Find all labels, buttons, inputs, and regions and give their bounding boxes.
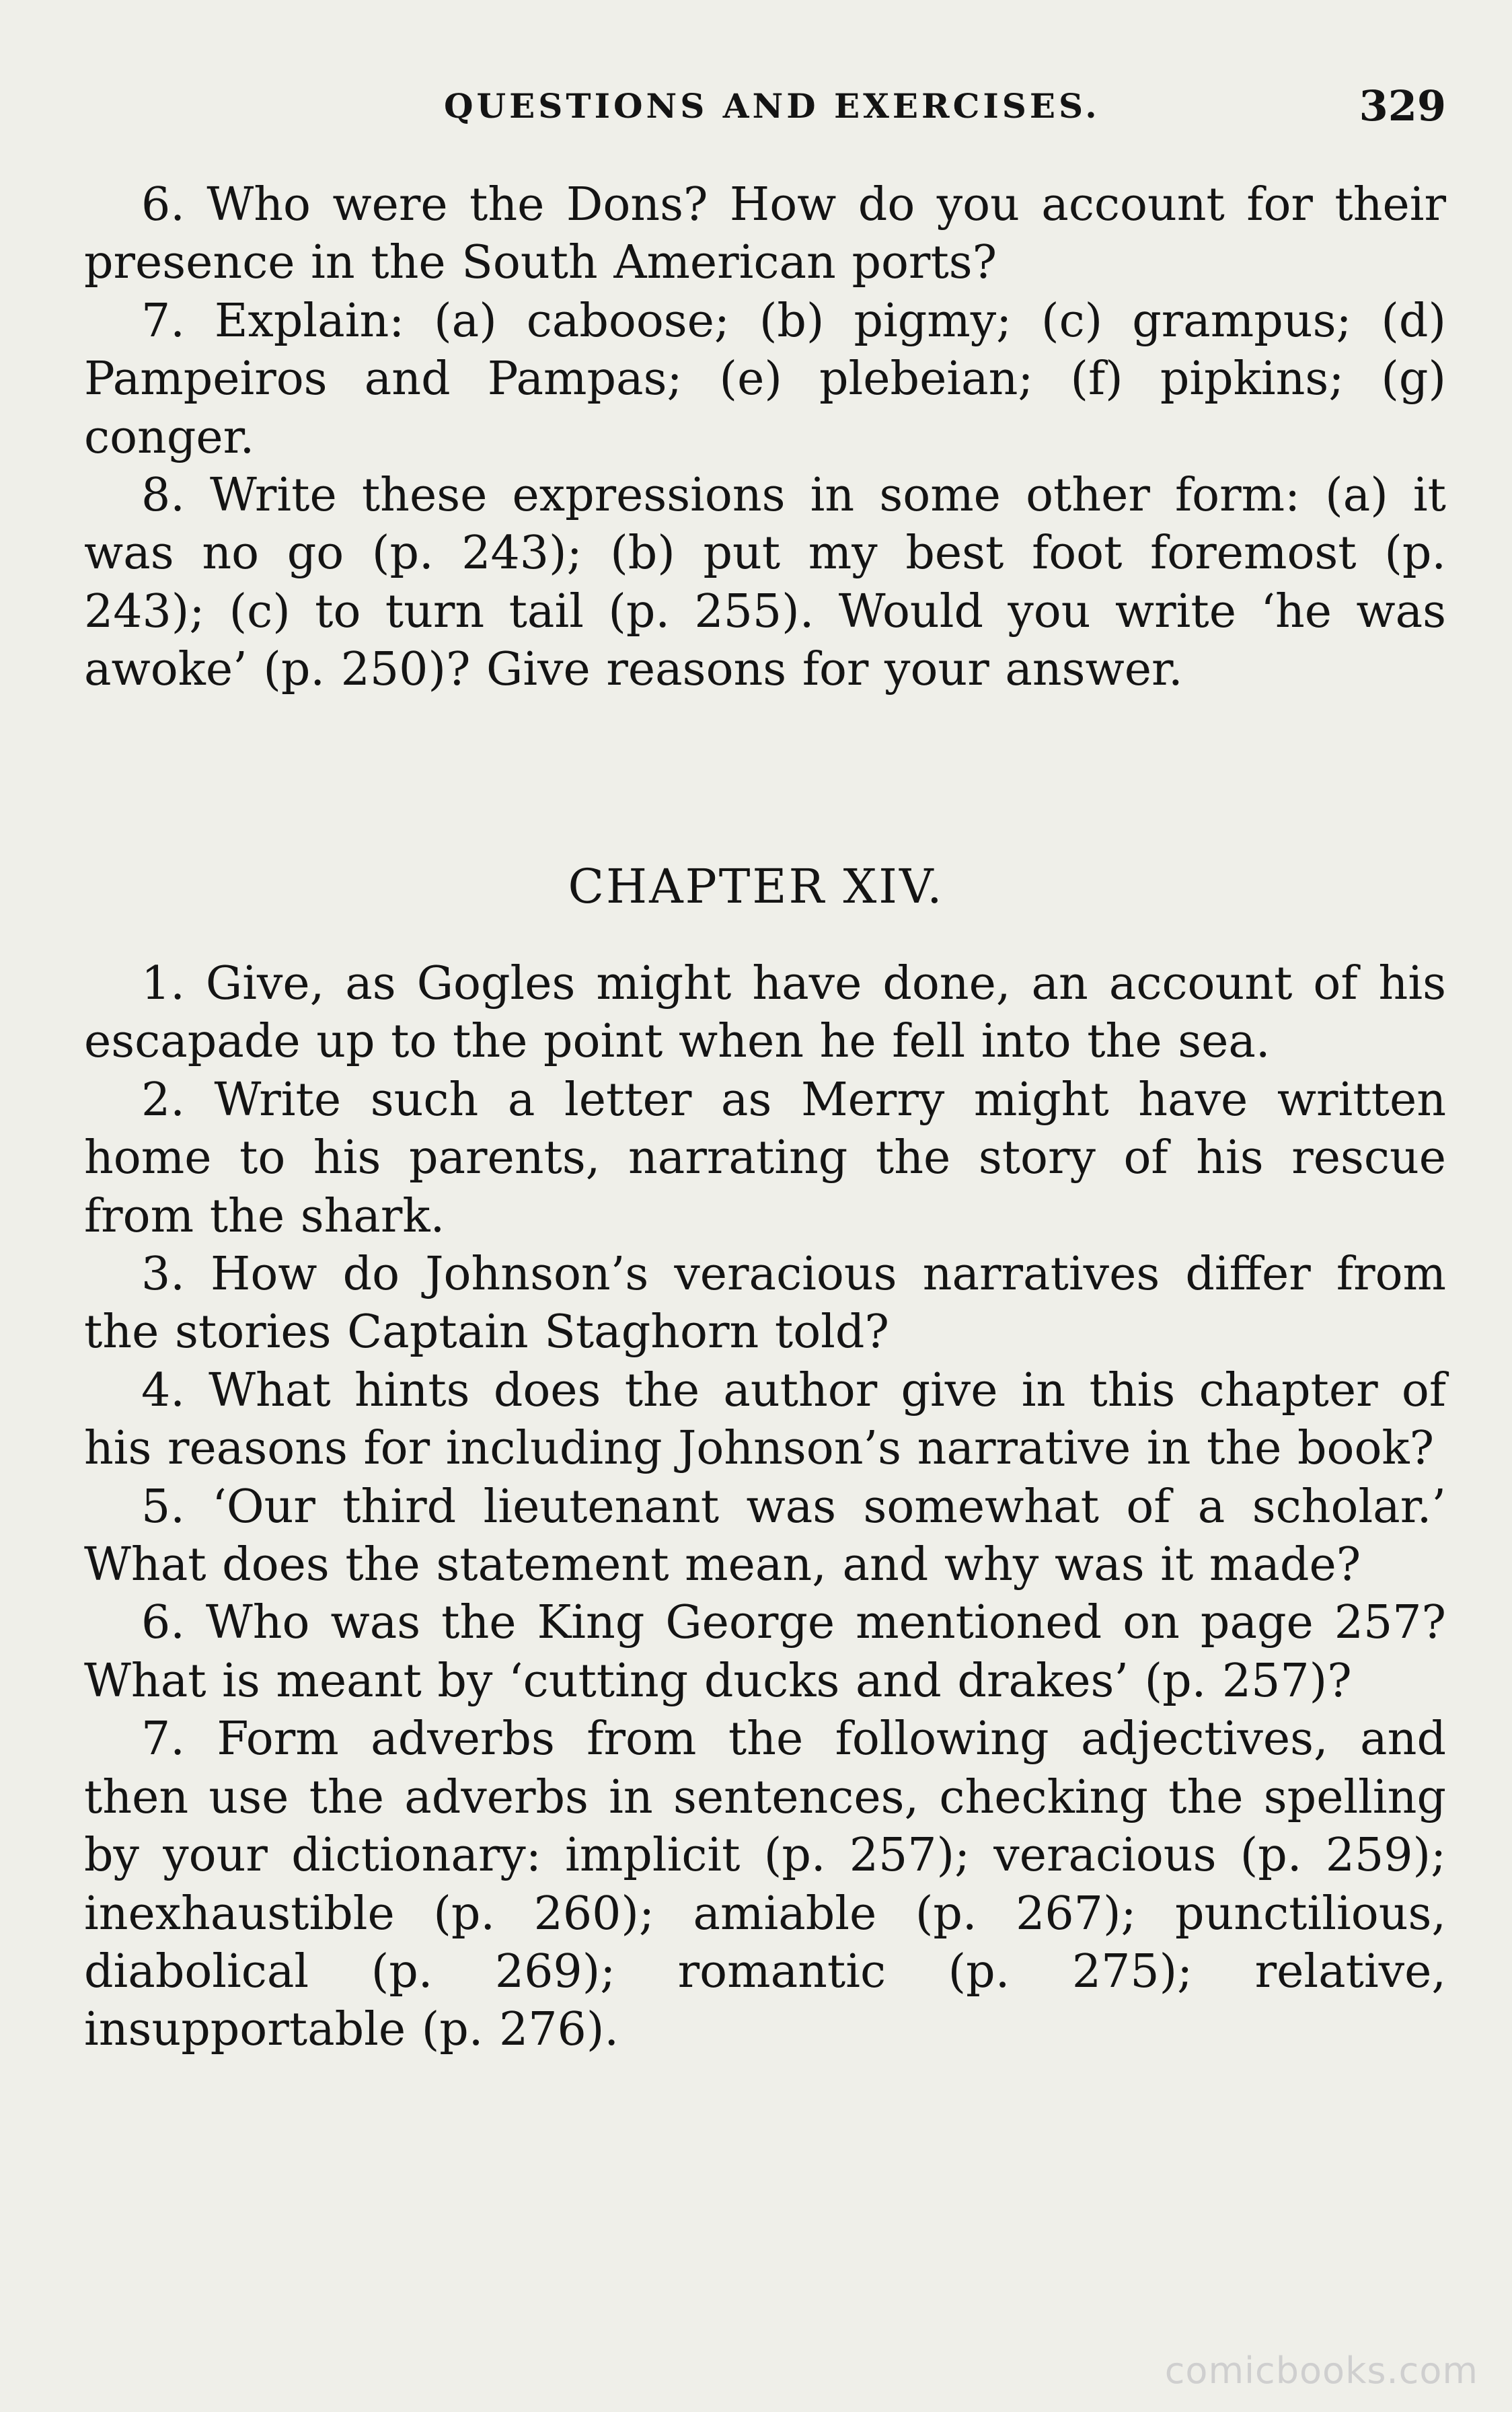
chapter-questions — [84, 955, 1446, 2060]
watermark: comicbooks.com — [1164, 2349, 1478, 2392]
question-item: 5. ‘Our third lieutenant was somewhat of a scholar.’ What does the statement mean, and why was it made? — [84, 1480, 1446, 1592]
question-item: 2. Write such a letter as Merry might have written home to his parents, narrating the story of his rescue from the shark. — [84, 1073, 1446, 1243]
question-item: 6. Who were the Dons? How do you account for their presence in the South American ports? — [84, 178, 1446, 290]
chapter-heading: CHAPTER XIV. — [568, 859, 944, 914]
question-item: 3. How do Johnson’s veracious narratives differ from the stories Captain Staghorn told? — [84, 1248, 1446, 1359]
question-item: 4. What hints does the author give in this chapter of his reasons for including Johnson’s narrative in the book? — [84, 1363, 1446, 1476]
question-item: 8. Write these expressions in some other form: (a) it was no go (p. 243); (b) put my best foot foremost (p. 243); (c) to turn tail (p. 255). Would you write ‘he was awoke’ (p. 250)? Give reasons for your answer. — [84, 469, 1446, 697]
page-number: 329 — [1359, 81, 1446, 130]
question-item: 7. Explain: (a) caboose; (b) pigmy; (c) grampus; (d) Pampeiros and Pampas; (e) plebeian; (f) pipkins; (g) conger. — [84, 294, 1446, 464]
question-item: 7. Form adverbs from the following adjectives, and then use the adverbs in sentences, checking the spelling by your dictionary: implicit (p. 257); veracious (p. 259); inexhaustible (p. 260); amiable (p. 267); punctilious, diabolical (p. 269); romantic (p. 275); relative, insupportable (p. 276). — [84, 1712, 1446, 2057]
page-header — [84, 79, 1446, 133]
previous-chapter-questions — [84, 176, 1446, 700]
question-item: 1. Give, as Gogles might have done, an account of his escapade up to the point when he fell into the sea. — [84, 957, 1446, 1069]
question-item: 6. Who was the King George mentioned on page 257? What is meant by ‘cutting ducks and drakes’ (p. 257)? — [84, 1596, 1446, 1708]
running-title: QUESTIONS AND EXERCISES. — [444, 86, 1100, 126]
